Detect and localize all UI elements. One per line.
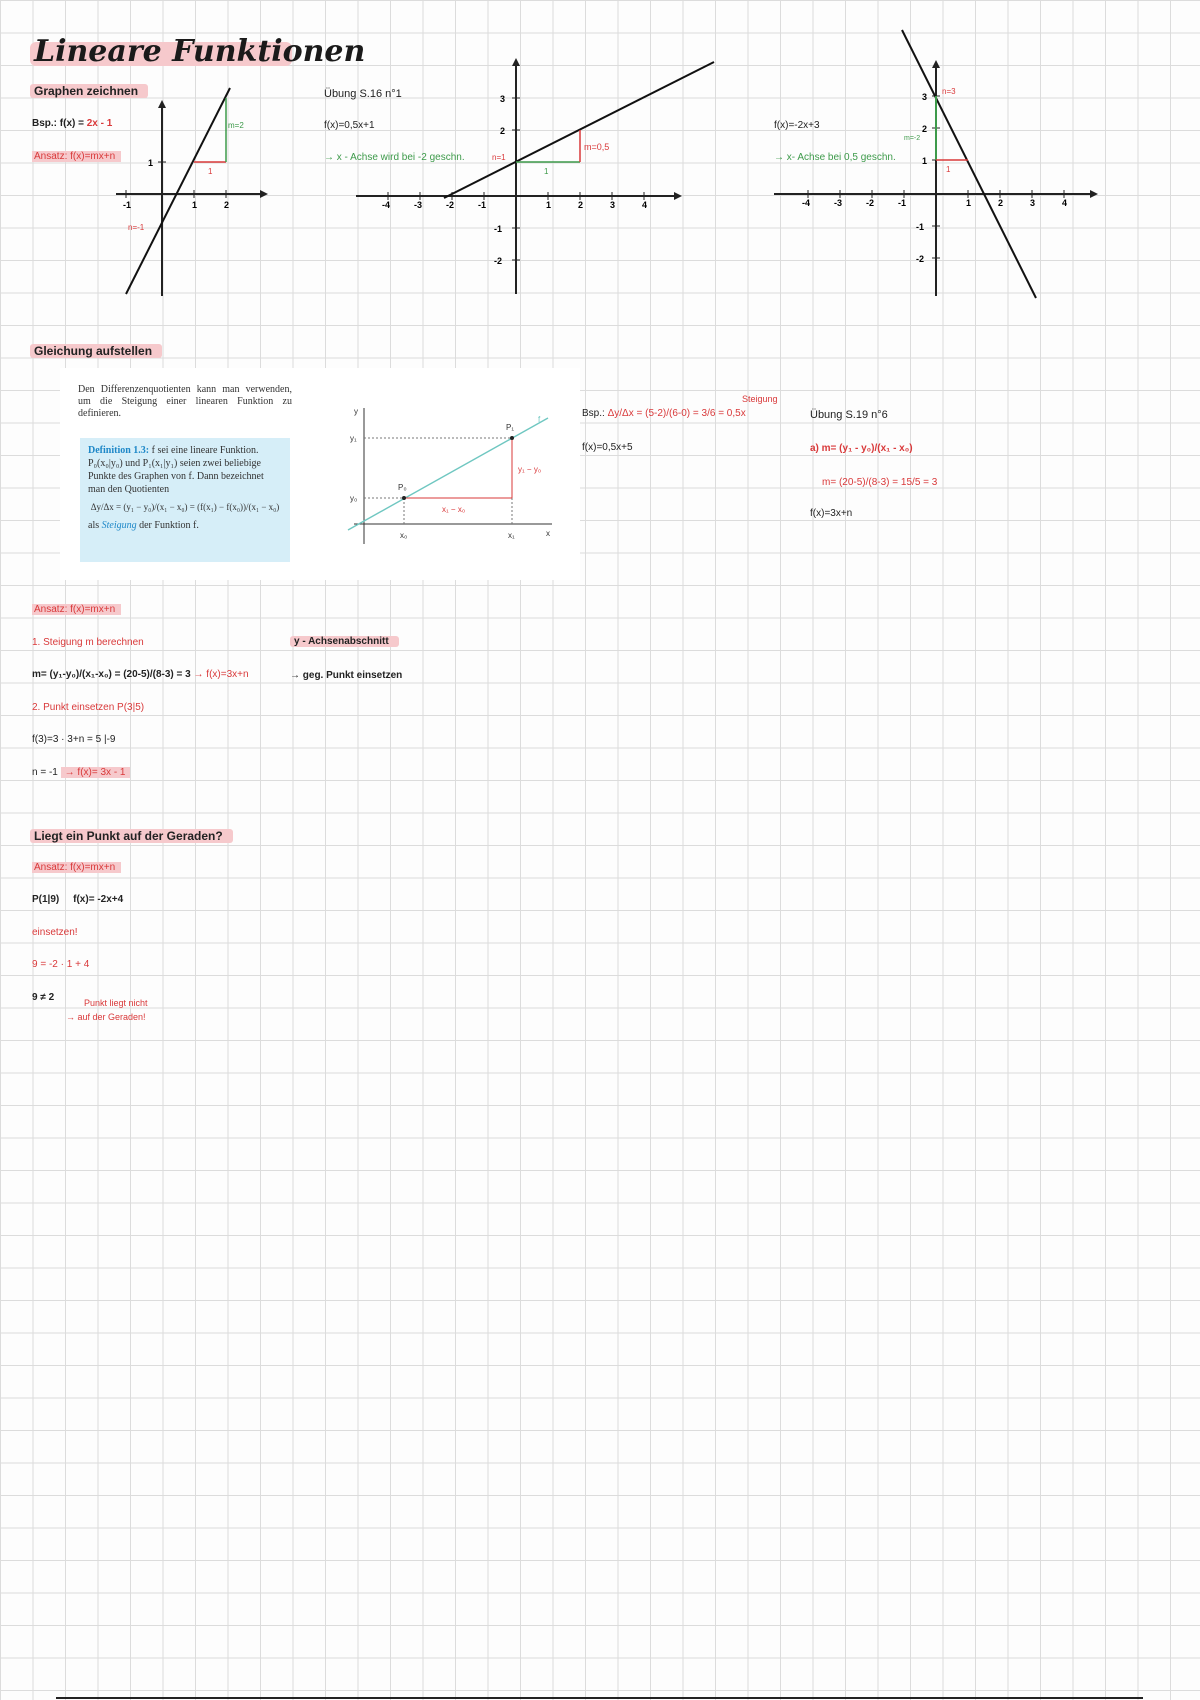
exercise3-line-b: m= (20-5)/(8-3) = 15/5 = 3 [822, 477, 938, 488]
svg-text:4: 4 [1062, 198, 1068, 208]
exercise2-function: f(x)=-2x+3 [774, 120, 820, 131]
equation-step2-calc: f(3)=3 · 3+n = 5 |-9 [32, 734, 116, 745]
heading-graphs: Graphen zeichnen [30, 84, 148, 98]
svg-text:1: 1 [544, 167, 549, 176]
definition-title: Definition 1.3: [88, 445, 150, 456]
svg-text:-1: -1 [916, 222, 925, 232]
heading-equation: Gleichung aufstellen [30, 344, 162, 358]
graph-exercise-1 [352, 56, 724, 296]
point-ansatz: Ansatz: f(x)=mx+n [32, 862, 121, 873]
fig-label-y: y [354, 407, 358, 416]
svg-text:1: 1 [946, 165, 951, 174]
example-prefix: Bsp.: f(x) = [32, 118, 84, 129]
equation-step2-result-a: n = -1 [32, 767, 58, 778]
example-ansatz: Ansatz: f(x)=mx+n [32, 151, 121, 162]
svg-text:-2: -2 [866, 198, 875, 208]
svg-text:1: 1 [208, 167, 213, 176]
definition-text: f sei eine lineare Funktion. P₀(x₀|y₀) und P₁(x₁|y₁) seien zwei beliebige Punkte des Graphen von f. Dann bezeichnet man den Quotienten [88, 445, 264, 495]
heading-y-intercept: y - Achsenabschnitt [290, 636, 399, 647]
y-intercept-text: → geg. Punkt einsetzen [290, 670, 403, 681]
svg-text:n=1: n=1 [492, 153, 506, 162]
svg-text:1: 1 [148, 158, 154, 168]
svg-text:3: 3 [610, 200, 616, 210]
svg-text:3: 3 [922, 92, 928, 102]
exercise3-line-a-text: a) m= (y₁ - y₀)/(x₁ - x₀) [810, 443, 913, 454]
definition-box [80, 438, 290, 562]
tail-prefix: als [88, 520, 100, 531]
svg-text:1: 1 [922, 156, 928, 166]
fig-label-x: x [546, 529, 550, 538]
svg-text:2: 2 [500, 126, 506, 136]
equation-step2-result [32, 767, 130, 778]
graph-exercise-2 [770, 26, 1100, 302]
example-function [32, 118, 112, 129]
point-conclusion-1: Punkt liegt nicht [84, 998, 148, 1008]
exercise3-title: Übung S.19 n°6 [810, 409, 888, 421]
svg-text:-1: -1 [478, 200, 487, 210]
fig-label-fn: f [538, 415, 541, 424]
textbook-figure [338, 404, 558, 554]
equation-step1-result: → f(x)=3x+n [193, 669, 249, 680]
equation-step2-result-b: → f(x)= 3x - 1 [61, 767, 130, 778]
svg-text:1: 1 [966, 198, 972, 208]
svg-text:-1: -1 [898, 198, 907, 208]
svg-text:2: 2 [224, 200, 230, 210]
svg-text:1: 1 [192, 200, 198, 210]
definition-formula: Δy/Δx = (y₁ − y₀)/(x₁ − x₀) = (f(x₁) − f(x₀))/(x₁ − x₀) [90, 502, 280, 512]
exercise1-title: Übung S.16 n°1 [324, 88, 402, 100]
textbook-intro: Den Differenzenquotienten kann man verwenden, um die Steigung einer linearen Funktion zu definieren. [78, 384, 292, 419]
svg-text:1: 1 [546, 200, 552, 210]
fig-label-dx: x₁ − x₀ [442, 505, 466, 514]
svg-text:-2: -2 [494, 256, 503, 266]
equation-step1-calc [32, 669, 249, 680]
fig-label-y1: y₁ [350, 434, 357, 443]
svg-text:n=3: n=3 [942, 87, 956, 96]
point-step: einsetzen! [32, 927, 78, 938]
svg-text:2: 2 [578, 200, 584, 210]
svg-text:m=2: m=2 [228, 121, 244, 130]
fig-label-x0: x₀ [400, 531, 408, 540]
exercise3-line-c: f(x)=3x+n [810, 508, 853, 519]
svg-text:4: 4 [642, 200, 648, 210]
svg-text:m=-2: m=-2 [904, 135, 921, 142]
slope-example-formula: Δy/Δx = (5-2)/(6-0) = 3/6 = 0,5x [607, 408, 746, 419]
svg-text:-3: -3 [414, 200, 423, 210]
svg-text:-2: -2 [916, 254, 925, 264]
svg-text:m=0,5: m=0,5 [584, 142, 610, 152]
point-given: P(1|9) f(x)= -2x+4 [32, 894, 124, 905]
exercise1-note: → x - Achse wird bei -2 geschn. [324, 152, 465, 163]
example-fn: 2x - 1 [86, 118, 113, 129]
svg-text:3: 3 [500, 94, 506, 104]
svg-text:-1: -1 [123, 200, 132, 210]
fig-label-p1: P₁ [506, 423, 515, 432]
equation-step1: 1. Steigung m berechnen [32, 637, 144, 648]
point-conclusion-2: → auf der Geraden! [66, 1012, 146, 1022]
heading-point-check: Liegt ein Punkt auf der Geraden? [30, 829, 233, 843]
page-title: Lineare Funktionen [34, 34, 366, 69]
tail-suffix: der Funktion f. [139, 520, 199, 531]
svg-text:3: 3 [1030, 198, 1036, 208]
slope-example [582, 408, 746, 419]
svg-text:2: 2 [922, 124, 928, 134]
svg-text:-3: -3 [834, 198, 843, 208]
svg-text:-1: -1 [494, 224, 503, 234]
equation-step2: 2. Punkt einsetzen P(3|5) [32, 702, 145, 713]
point-calc: 9 = -2 · 1 + 4 [32, 959, 90, 970]
fig-label-dy: y₁ − y₀ [518, 465, 542, 474]
graph-example [110, 86, 270, 300]
exercise3-line-a [810, 443, 913, 454]
fig-label-x1: x₁ [508, 531, 515, 540]
exercise1-function: f(x)=0,5x+1 [324, 120, 375, 131]
svg-text:-2: -2 [446, 200, 455, 210]
slope-example-result: f(x)=0,5x+5 [582, 442, 633, 453]
fig-label-y0: y₀ [350, 494, 358, 503]
fig-label-p0: P₀ [398, 483, 407, 492]
point-compare: 9 ≠ 2 [32, 992, 55, 1003]
bottom-rule [56, 1697, 1143, 1699]
textbook-excerpt [60, 368, 580, 580]
svg-text:2: 2 [998, 198, 1004, 208]
svg-text:n=-1: n=-1 [128, 223, 145, 232]
slope-example-tag: Steigung [742, 394, 778, 404]
definition-tail [88, 519, 282, 532]
equation-step1-calc-text: m= (y₁-y₀)/(x₁-x₀) = (20-5)/(8-3) = 3 [32, 669, 191, 680]
slope-example-prefix: Bsp.: [582, 408, 605, 419]
svg-text:-4: -4 [802, 198, 811, 208]
equation-ansatz: Ansatz: f(x)=mx+n [32, 604, 121, 615]
exercise2-note: → x- Achse bei 0,5 geschn. [774, 152, 896, 163]
svg-text:-4: -4 [382, 200, 391, 210]
tail-term: Steigung [101, 520, 137, 531]
